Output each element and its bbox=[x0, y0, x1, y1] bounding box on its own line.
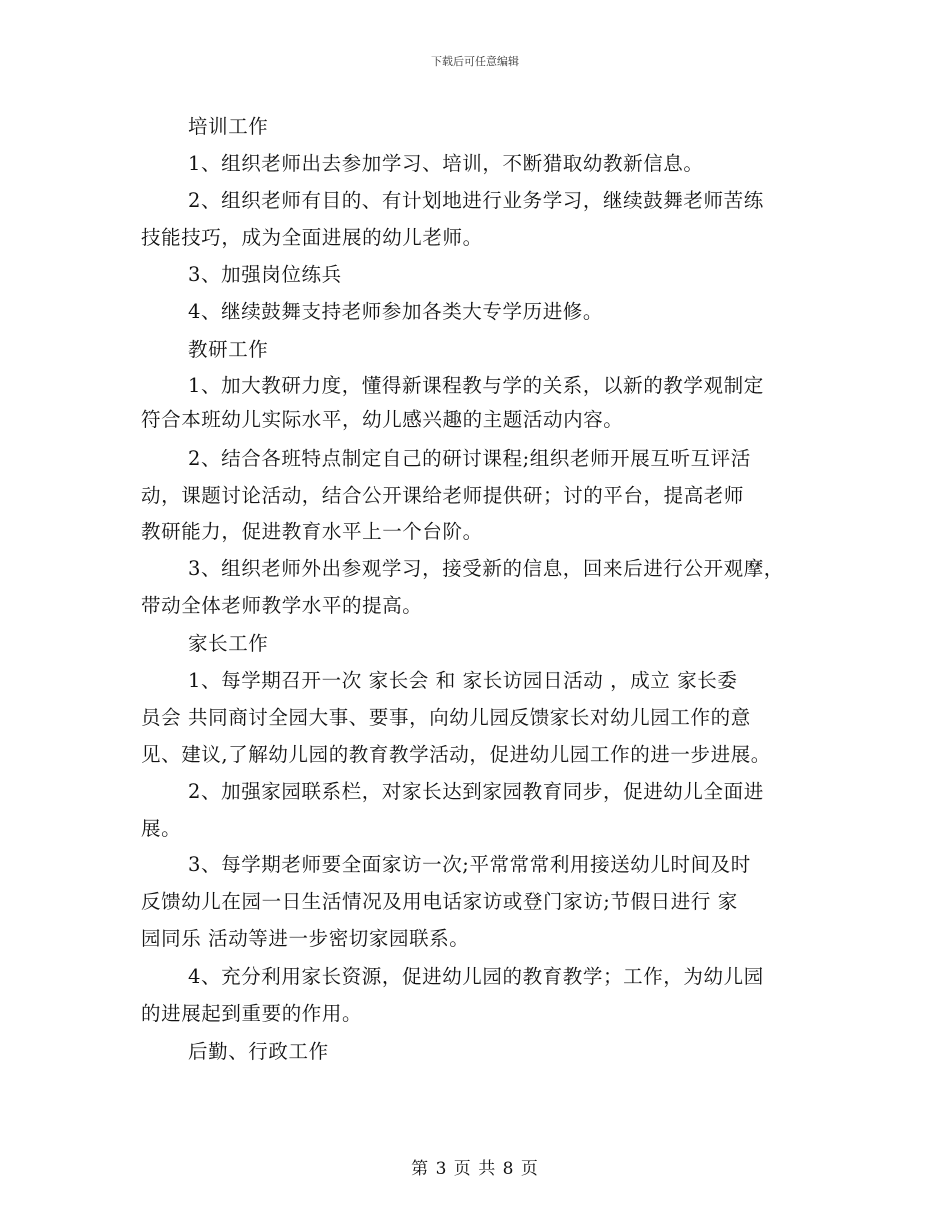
paragraph-line: 符合本班幼儿实际水平，幼儿感兴趣的主题活动内容。 bbox=[141, 408, 624, 431]
section-heading-logistics: 后勤、行政工作 bbox=[188, 1040, 329, 1063]
paragraph-line: 反馈幼儿在园一日生活情况及用电话家访或登门家访;节假日进行 家 bbox=[141, 890, 738, 913]
paragraph-line: 见、建议,了解幼儿园的教育教学活动，促进幼儿园工作的进一步进展。 bbox=[141, 743, 771, 766]
paragraph-line: 2、加强家园联系栏，对家长达到家园教育同步，促进幼儿全面进 bbox=[188, 780, 764, 803]
section-heading-research: 教研工作 bbox=[188, 338, 269, 361]
page-number-footer: 第 3 页 共 8 页 bbox=[411, 1159, 539, 1179]
paragraph-line: 带动全体老师教学水平的提高。 bbox=[141, 594, 423, 617]
paragraph-line: 3、加强岗位练兵 bbox=[188, 263, 342, 286]
paragraph-line: 1、每学期召开一次 家长会 和 家长访园日活动 ，成立 家长委 bbox=[188, 669, 738, 692]
paragraph-line: 员会 共同商讨全园大事、要事，向幼儿园反馈家长对幼儿园工作的意 bbox=[141, 706, 751, 729]
paragraph-line: 3、组织老师外出参观学习，接受新的信息，回来后进行公开观摩， bbox=[188, 557, 784, 580]
paragraph-line: 2、组织老师有目的、有计划地进行业务学习，继续鼓舞老师苦练 bbox=[188, 189, 764, 212]
paragraph-line: 4、充分利用家长资源，促进幼儿园的教育教学；工作，为幼儿园 bbox=[188, 965, 764, 988]
header-note: 下载后可任意编辑 bbox=[431, 55, 519, 68]
paragraph-line: 技能技巧，成为全面进展的幼儿老师。 bbox=[141, 226, 483, 249]
paragraph-line: 3、每学期老师要全面家访一次;平常常常利用接送幼儿时间及时 bbox=[188, 853, 751, 876]
section-heading-training: 培训工作 bbox=[188, 115, 269, 138]
paragraph-line: 1、组织老师出去参加学习、培训，不断猎取幼教新信息。 bbox=[188, 152, 704, 175]
paragraph-line: 动，课题讨论活动，结合公开课给老师提供研；讨的平台，提高老师 bbox=[141, 484, 745, 507]
paragraph-line: 教研能力，促进教育水平上一个台阶。 bbox=[141, 520, 483, 543]
paragraph-line: 4、继续鼓舞支持老师参加各类大专学历进修。 bbox=[188, 300, 604, 323]
paragraph-line: 2、结合各班特点制定自己的研讨课程;组织老师开展互听互评活 bbox=[188, 447, 751, 470]
paragraph-line: 园同乐 活动等进一步密切家园联系。 bbox=[141, 927, 470, 950]
paragraph-line: 展。 bbox=[141, 817, 182, 840]
section-heading-parents: 家长工作 bbox=[188, 632, 269, 655]
paragraph-line: 1、加大教研力度，懂得新课程教与学的关系，以新的教学观制定 bbox=[188, 374, 764, 397]
paragraph-line: 的进展起到重要的作用。 bbox=[141, 1002, 363, 1025]
